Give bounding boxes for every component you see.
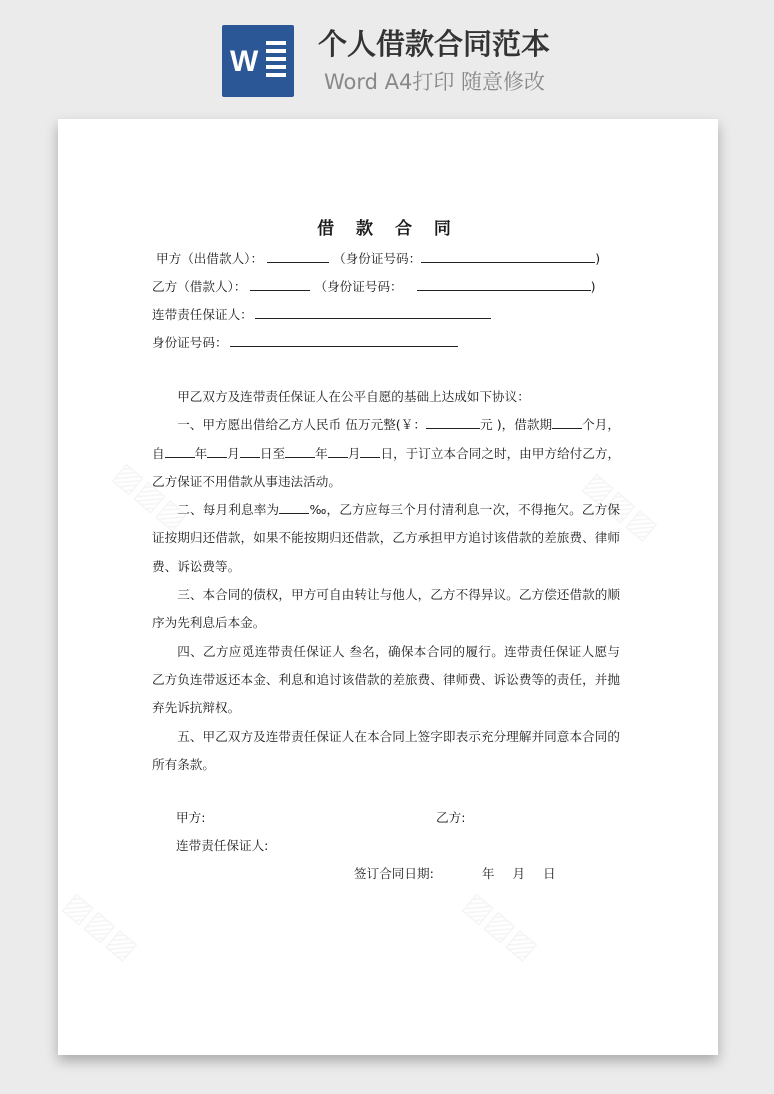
sign-date-label: 签订合同日期: [354,866,434,881]
header-banner [0,0,774,118]
word-icon [222,25,294,97]
clause-3: 三、本合同的债权，甲方可自由转让与他人，乙方不得异议。乙方偿还借款的顺序为先利息后本金。 [152,587,620,631]
clause-4: 四、乙方应觅连带责任保证人 叁名，确保本合同的履行。连带责任保证人愿与乙方负连带返还本金、利息和追讨该借款的差旅费、律师费、诉讼费等的责任，并抛弃先诉抗辩权。 [152,643,620,716]
guarantor-label: 连带责任保证人： [152,307,253,322]
intro-paragraph: 甲乙双方及连带责任保证人在公平自愿的基础上达成如下协议： [177,389,530,404]
banner-subtitle: Word A4打印 随意修改 [324,70,546,94]
document-title: 借 款 合 同 [317,219,459,239]
lender-id-label: （身份证号码： [333,251,422,266]
clause-2: 二、每月利息率为 ‰，乙方应每三个月付清利息一次，不得拖欠。乙方保证按期归还借款，如果不能按期归还借款，乙方承担甲方追讨该借款的差旅费、律师费、诉讼费等。 [152,502,620,574]
guarantor-id-line [152,334,458,352]
sign-guarantor: 连带责任保证人: [176,838,269,853]
borrower-line: 乙方（借款人）： （身份证号码： ) [152,279,596,294]
lender-label: 甲方（出借款人）： [156,251,264,266]
word-logo-letter: W [230,45,259,78]
clause-5: 五、甲乙双方及连带责任保证人在本合同上签字即表示充分理解并同意本合同的所有条款。 [152,728,620,772]
guarantor-id-label: 身份证号码： [152,335,228,350]
borrower-label: 乙方（借款人）： [152,279,247,294]
guarantor-line [152,306,491,324]
contract-body [152,383,620,779]
sign-party-a: 甲方: [176,810,206,825]
sign-date: 签订合同日期: 年 月 日 [354,866,556,881]
document-page [58,119,718,1055]
sign-party-b: 乙方: [436,810,466,825]
clause-1: 一、甲方愿出借给乙方人民币 伍万元整(￥： 元 )，借款期 个月，自 年 月 日至 年 月 日，于订立本合同之时，由甲方给付乙方，乙方保证不用借款从事违法活动。 [152,417,621,489]
banner-title: 个人借款合同范本 [318,27,551,61]
lender-line: 甲方（出借款人）： （身份证号码： ) [156,251,601,266]
borrower-id-label: （身份证号码： [314,279,403,294]
